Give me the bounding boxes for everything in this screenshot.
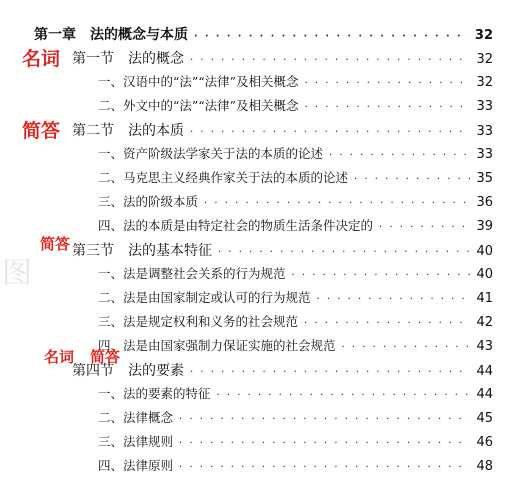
toc-item-row [98,336,493,358]
leader-dots [329,150,470,161]
toc-item-row [98,432,493,454]
page-number: 33 [476,147,493,162]
page-number: 40 [476,244,493,259]
item-title: 四、法律原则 [98,458,174,473]
page-number: 46 [476,435,493,450]
leader-dots [179,462,470,473]
toc-item-row [98,288,493,310]
page-number: 48 [476,459,493,474]
toc-item-row [98,192,493,214]
toc-item-row [98,96,493,118]
annotation-noun: 名词 [44,348,75,366]
leader-dots [194,31,469,42]
leader-dots [218,247,470,258]
page-number: 32 [474,28,493,43]
page-number: 36 [476,195,493,210]
toc-item-row [98,384,493,406]
leader-dots [304,318,470,329]
leader-dots [317,294,471,305]
watermark-glyph: 图 [2,256,32,291]
toc-item-row [98,312,493,334]
item-title: 三、法律规则 [98,434,174,449]
page-number: 42 [476,315,493,330]
page-number: 44 [476,387,493,402]
page-number: 32 [476,75,493,90]
item-title: 一、资产阶级法学家关于法的本质的论述 [98,146,324,161]
leader-dots [190,127,470,138]
item-title: 二、外文中的“法”“法律”及相关概念 [98,98,299,113]
toc-section-row [72,360,493,382]
toc-item-row [98,144,493,166]
page-number: 33 [476,99,493,114]
leader-dots [305,78,471,89]
toc-item-row [98,168,493,190]
leader-dots [342,342,471,353]
item-title: 一、法是调整社会关系的行为规范 [98,266,286,281]
toc-item-row [98,456,493,478]
page-number: 32 [476,52,493,67]
page-number: 35 [476,171,493,186]
annotation-short-answer: 简答 [40,235,71,253]
item-title: 四、法是由国家强制力保证实施的社会规范 [98,338,336,353]
leader-dots [379,222,470,233]
toc-section-row [72,120,493,142]
toc-item-row [98,408,493,430]
toc-item-row [98,264,493,286]
toc-item-row [98,72,493,94]
leader-dots [204,198,470,209]
section-title: 第三节 法的基本特征 [72,243,212,259]
page-number: 43 [476,339,493,354]
toc-section-row [72,240,493,262]
section-title: 第一节 法的概念 [72,51,184,67]
item-title: 四、法的本质是由特定社会的物质生活条件决定的 [98,218,374,233]
item-title: 二、法是由国家制定或认可的行为规范 [98,290,311,305]
chapter-title: 第一章 法的概念与本质 [34,27,188,43]
item-title: 二、法律概念 [98,410,174,425]
page-number: 33 [476,124,493,139]
page-number: 44 [476,364,493,379]
item-title: 三、法是规定权利和义务的社会规范 [98,314,299,329]
item-title: 三、法的阶级本质 [98,194,199,209]
toc-item-row [98,216,493,238]
annotation-noun: 名词 [22,48,61,70]
section-title: 第四节 法的要素 [72,363,184,379]
leader-dots [305,102,471,113]
leader-dots [292,270,471,281]
item-title: 二、马克思主义经典作家关于法的本质的论述 [98,170,349,185]
leader-dots [190,55,470,66]
toc-section-row [72,48,493,70]
annotation-short-answer: 简答 [90,348,121,366]
page-number: 40 [476,267,493,282]
leader-dots [190,367,470,378]
annotation-short-answer: 简答 [22,120,61,142]
leader-dots [179,438,470,449]
page-number: 39 [476,219,493,234]
leader-dots [179,414,470,425]
item-title: 一、法的要素的特征 [98,386,211,401]
toc-chapter-row [34,24,493,46]
page-number: 41 [476,291,493,306]
leader-dots [217,390,471,401]
leader-dots [354,174,470,185]
page-number: 45 [476,411,493,426]
section-title: 第二节 法的本质 [72,123,184,139]
item-title: 一、汉语中的“法”“法律”及相关概念 [98,74,299,89]
